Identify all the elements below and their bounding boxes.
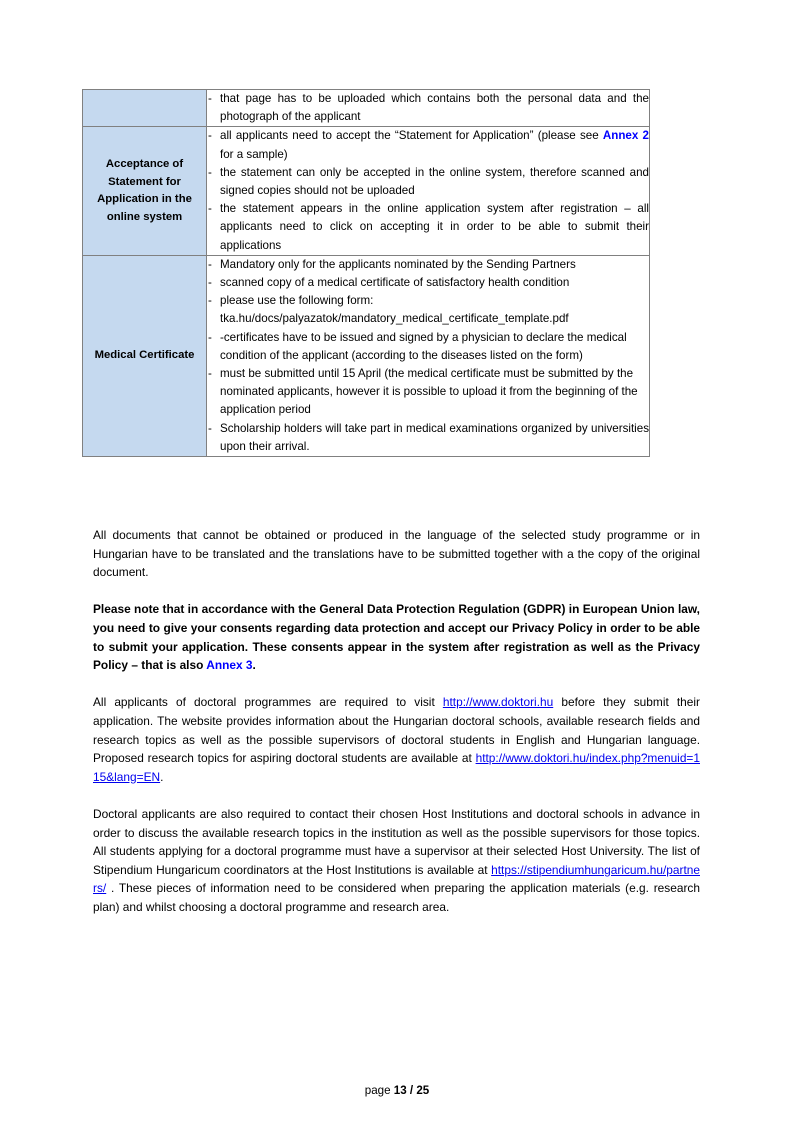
paragraph-host-institutions [93,805,700,917]
footer-page-number: 13 / 25 [393,1084,430,1097]
stipendium-partners-link[interactable]: https://stipendiumhungaricum.hu/partners/ [93,862,700,896]
paragraph-gdpr-suffix: . [252,658,256,673]
paragraph-gdpr-prefix: Please note that in accordance with the General Data Protection Regulation (GDPR) in European Union law, you need to give your consents regarding data protection and accept our Privacy Policy in order to be able to submit your application. These consents appear in the system after registration as well as the Privacy Policy – that is also [93,602,700,673]
bullet-list [207,90,649,126]
table-row [83,255,650,456]
list-item: - the statement appears in the online application system after registration – all applicants need to click on accepting it in order to be able to submit their applications [207,200,649,255]
table-row [83,90,650,127]
page-footer [0,1084,794,1098]
paragraph-spacer [93,675,700,694]
list-item: - Mandatory only for the applicants nominated by the Sending Partners [207,256,649,274]
table-row-content [207,90,650,127]
list-item: - that page has to be uploaded which contains both the personal data and the photograph of the applicant [207,90,649,126]
paragraph-translations: All documents that cannot be obtained or produced in the language of the selected study programme or in Hungarian have to be translated and the translations have to be submitted together with a the copy of the original document. [93,528,700,580]
list-item: - must be submitted until 15 April (the medical certificate must be submitted by the nominated applicants, however it is possible to upload it from the beginning of the application period [207,365,649,420]
bullet-list [207,256,649,456]
list-item: - Scholarship holders will take part in medical examinations organized by universities upon their arrival. [207,420,649,456]
doktori-hu-link[interactable]: http://www.doktori.hu [442,695,554,710]
footer-prefix: page [364,1084,394,1097]
table-row-label [83,90,207,127]
doktori-hu-topics-link[interactable]: http://www.doktori.hu/index.php?menuid=115&lang=EN [93,751,700,784]
annex-3-reference[interactable]: Annex 3 [206,658,253,673]
list-item: - the statement can only be accepted in the online system, therefore scanned and signed copies should not be uploaded [207,164,649,200]
paragraph-spacer [93,786,700,805]
list-item: - -certificates have to be issued and signed by a physician to declare the medical condition of the applicant (according to the diseases listed on the form) [207,329,649,365]
paragraph-doctoral-visit [93,693,700,786]
paragraph-spacer [93,582,700,601]
body-text-block [93,526,700,916]
paragraph-doctoral-part3: . [160,769,164,784]
table-row-label-medical: Medical Certificate [83,255,207,456]
paragraph-doctoral-part1: All applicants of doctoral programmes are required to visit [93,695,443,710]
bullet-list [207,127,649,254]
table-row-content [207,127,650,255]
paragraph-host-part1: Doctoral applicants are also required to contact their chosen Host Institutions and doctoral schools in advance in order to discuss the available research topics in the institution as well as the possible supervisors for those topics. All students applying for a doctoral programme must have a supervisor at their selected Host University. The list of Stipendium Hungaricum coordinators at the Host Institutions is available at [93,806,700,877]
paragraph-gdpr [93,600,700,674]
list-item [207,292,649,328]
list-item-text-prefix: all applicants need to accept the “Statement for Application” (please see [220,129,603,143]
list-item-text-suffix: for a sample) [220,147,288,161]
paragraph-doctoral-part2: before they submit their application. The website provides information about the Hungarian doctoral schools, available research fields and research topics as well as the possible supervisors of doctoral students in English and Hungarian language. Proposed research topics for aspiring doctoral students are available at [93,695,700,766]
table-row [83,127,650,255]
annex-2-reference[interactable]: Annex 2 [602,129,649,143]
medical-certificate-template-url: tka.hu/docs/palyazatok/mandatory_medical_certificate_template.pdf [220,312,569,326]
table-row-content [207,255,650,456]
requirements-table [82,89,650,457]
list-item-text-prefix: please use the following form: [220,294,374,308]
list-item [207,127,649,163]
paragraph-host-part2: . These pieces of information need to be considered when preparing the application materials (e.g. research plan) and whilst choosing a doctoral programme and research area. [93,881,700,914]
list-item: - scanned copy of a medical certificate of satisfactory health condition [207,274,649,292]
table-row-label-acceptance: Acceptance of Statement for Application in the online system [83,127,207,255]
